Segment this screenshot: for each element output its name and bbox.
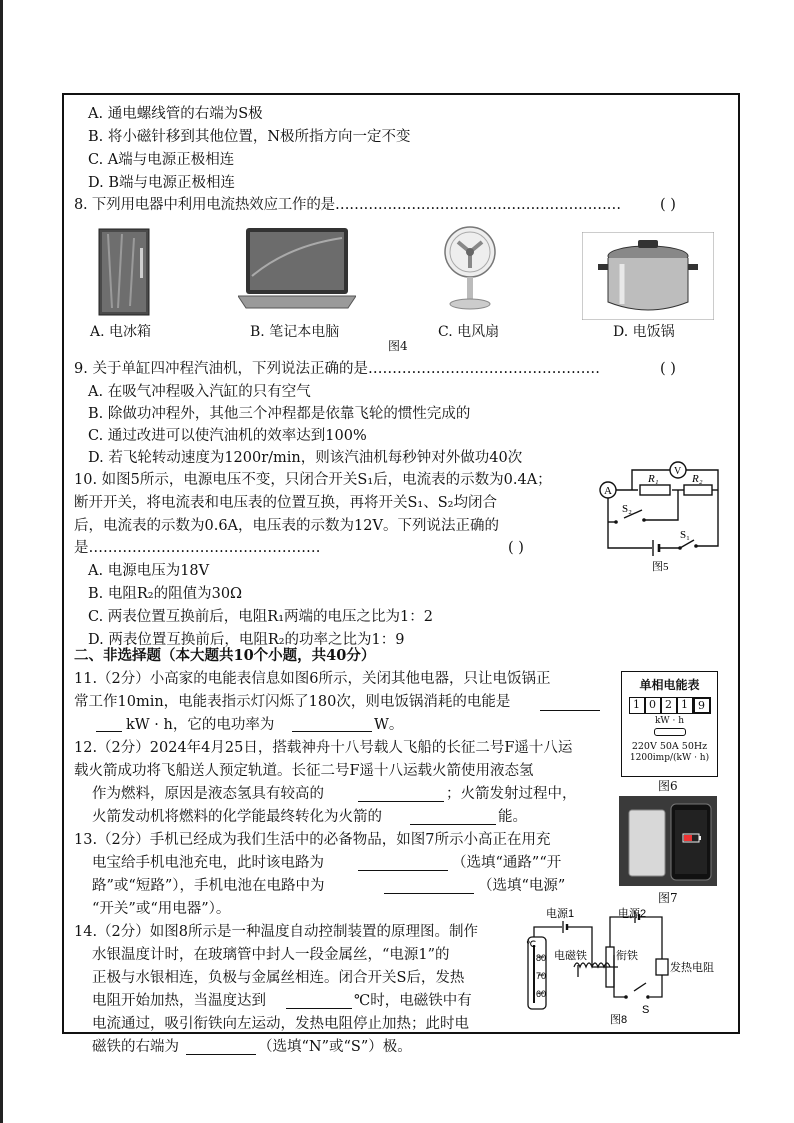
meter-digit-decimal: 9 — [693, 697, 711, 714]
fig8-label: 图8 — [610, 1014, 628, 1025]
q8-option-c: C. 电风扇 — [438, 324, 500, 340]
q14-line5: 电流通过，吸引衔铁向左运动，发热电阻停止加热；此时电 — [92, 1016, 469, 1032]
q14-line4a: 电阻开始加热，当温度达到 — [92, 993, 266, 1009]
electric-fan-image — [440, 224, 500, 312]
q14-line2: 水银温度计时，在玻璃管中封人一段金属丝，“电源1”的 — [92, 947, 450, 963]
q8-option-a: A. 电冰箱 — [90, 324, 152, 340]
meter-unit: kW · h — [654, 716, 685, 726]
section2-heading: 二、非选择题（本大题共10个小题，共40分） — [74, 647, 376, 664]
q9-option-b: B. 除做功冲程外，其他三个冲程都是依靠飞轮的惯性完成的 — [88, 406, 471, 422]
q7-option-b: B. 将小磁针移到其他位置，N极所指方向一定不变 — [88, 129, 411, 145]
fig8-switch-label: S — [642, 1004, 650, 1016]
fig6-energy-meter — [621, 671, 718, 777]
meter-spec2: 1200imp/(kW · h) — [629, 753, 710, 763]
q12-line4b: 能。 — [498, 809, 527, 825]
q14-line1: 14.（2分）如图8所示是一种温度自动控制装置的原理图。制作 — [74, 924, 479, 940]
q12-line2: 载火箭成功将飞船送人预定轨道。长征二号F遥十八运载火箭使用液态氢 — [74, 763, 534, 779]
fig4-label: 图4 — [388, 339, 408, 353]
q14-line6a: 磁铁的右端为 — [92, 1039, 179, 1055]
q10-line4: 是………………………………………… — [74, 540, 321, 556]
q14-line3: 正极与水银相连，负极与金属丝相连。闭合开关S后，发热 — [92, 970, 465, 986]
q11-line3a: kW · h，它的电功率为 — [126, 717, 275, 733]
fig5-s2-label: S₂ — [622, 503, 632, 515]
meter-digit: 0 — [645, 697, 661, 714]
q10-line2: 断开开关，将电流表和电压表的位置互换，再将开关S₁、S₂均闭合 — [74, 495, 497, 511]
q13-line3a: 路”或“短路”），手机电池在电路中为 — [92, 878, 325, 894]
q9-option-c: C. 通过改进可以使汽油机的效率达到100% — [88, 428, 367, 444]
q14-line6b: （选填“N”或“S”）极。 — [258, 1039, 412, 1055]
meter-digit: 2 — [661, 697, 677, 714]
q7-option-c: C. A端与电源正极相连 — [88, 152, 235, 168]
q13-blank-circuit-state[interactable] — [358, 870, 448, 871]
q10-option-a: A. 电源电压为18V — [88, 563, 210, 579]
fig7-phone-charging-photo — [619, 796, 717, 886]
q11-blank-energy[interactable] — [540, 710, 600, 711]
fig8-source2-label: 电源2 — [618, 908, 647, 920]
q11-blank-energy-cont[interactable] — [96, 731, 122, 732]
fig8-tick-60: 60 — [536, 989, 547, 999]
fridge-image — [98, 228, 150, 316]
q12-line1: 12.（2分）2024年4月25日，搭载神舟十八号载人飞船的长征二号F遥十八运 — [74, 740, 573, 756]
q13-line3b: （选填“电源” — [478, 878, 566, 894]
q9-stem: 9. 关于单缸四冲程汽油机，下列说法正确的是………………………………………… — [74, 361, 600, 377]
q14-blank-temperature[interactable] — [286, 1008, 352, 1009]
fig5-voltmeter-symbol: V — [674, 466, 682, 477]
fig8-tick-80: 80 — [536, 953, 547, 963]
fig5-ammeter-symbol: A — [604, 485, 612, 497]
fig8-temperature-control-circuit — [522, 905, 736, 1025]
fig5-circuit — [596, 460, 730, 572]
meter-spec1: 220V 50A 50Hz — [631, 741, 708, 752]
q9-option-a: A. 在吸气冲程吸入汽缸的只有空气 — [88, 384, 311, 400]
rice-cooker-image — [582, 232, 714, 320]
q13-line4: “开关”或“用电器”）。 — [92, 901, 231, 917]
q11-blank-power[interactable] — [292, 731, 372, 732]
fig7-label: 图7 — [658, 891, 678, 905]
fig8-armature-label: 衔铁 — [616, 950, 638, 962]
q14-line4b: ℃时，电磁铁中有 — [354, 993, 472, 1009]
q12-line3a: 作为燃料，原因是液态氢具有较高的 — [92, 786, 324, 802]
q7-option-a: A. 通电螺线管的右端为S极 — [88, 106, 263, 122]
q10-option-b: B. 电阻R₂的阻值为30Ω — [88, 586, 243, 602]
fig8-tick-70: 70 — [536, 971, 547, 981]
q10-answer-paren: ( ) — [508, 540, 524, 556]
laptop-image — [238, 226, 356, 310]
fig6-label: 图6 — [658, 779, 678, 793]
meter-title: 单相电能表 — [639, 678, 700, 692]
q9-answer-paren: ( ) — [660, 361, 676, 377]
meter-digits — [622, 697, 717, 714]
fig5-label: 图5 — [652, 561, 669, 572]
q13-blank-component[interactable] — [384, 893, 474, 894]
q10-option-c: C. 两表位置互换前后，电阻R₁两端的电压之比为1：2 — [88, 609, 433, 625]
q12-line3b: ；火箭发射过程中， — [446, 786, 577, 802]
meter-digit: 1 — [629, 697, 645, 714]
meter-digit: 1 — [677, 697, 693, 714]
fig5-r2-label: R₂ — [692, 473, 703, 485]
q14-blank-pole[interactable] — [186, 1054, 256, 1055]
q8-option-d: D. 电饭锅 — [613, 324, 675, 340]
q13-line2a: 电宝给手机电池充电，此时该电路为 — [92, 855, 324, 871]
q10-line3: 后，电流表的示数为0.6A，电压表的示数为12V。下列说法正确的 — [74, 518, 499, 534]
q11-line2: 常工作10min，电能表指示灯闪烁了180次，则电饭锅消耗的电能是 — [74, 694, 511, 710]
q13-line1: 13.（2分）手机已经成为我们生活中的必备物品，如图7所示小高正在用充 — [74, 832, 551, 848]
q8-answer-paren: ( ) — [660, 197, 676, 213]
q8-stem: 8. 下列用电器中利用电流热效应工作的是…………………………………………………… — [74, 197, 621, 213]
q11-line1: 11.（2分）小高家的电能表信息如图6所示，关闭其他电器，只让电饭锅正 — [74, 671, 551, 687]
q10-line1: 10. 如图5所示，电源电压不变，只闭合开关S₁后，电流表的示数为0.4A； — [74, 472, 552, 488]
page-edge — [0, 0, 3, 1123]
q12-line4a: 火箭发动机将燃料的化学能最终转化为火箭的 — [92, 809, 382, 825]
q7-option-d: D. B端与电源正极相连 — [88, 175, 235, 191]
fig8-heater-label: 发热电阻 — [670, 962, 714, 974]
q12-blank-property[interactable] — [358, 801, 444, 802]
q8-option-b: B. 笔记本电脑 — [250, 324, 340, 340]
fig8-electromagnet-label: 电磁铁 — [554, 950, 587, 962]
q10-option-d: D. 两表位置互换前后，电阻R₂的功率之比为1：9 — [88, 632, 405, 648]
fig5-r1-label: R₁ — [648, 473, 659, 485]
q12-blank-energy-form[interactable] — [410, 824, 496, 825]
fig8-source1-label: 电源1 — [546, 908, 575, 920]
q11-line3b: W。 — [374, 717, 404, 733]
fig8-unit: ℃ — [526, 939, 537, 949]
q13-line2b: （选填“通路”“开 — [452, 855, 562, 871]
q9-option-d: D. 若飞轮转动速度为1200r/min，则该汽油机每秒钟对外做功40次 — [88, 450, 523, 466]
meter-indicator — [654, 728, 686, 736]
fig5-s1-label: S₁ — [680, 529, 690, 541]
